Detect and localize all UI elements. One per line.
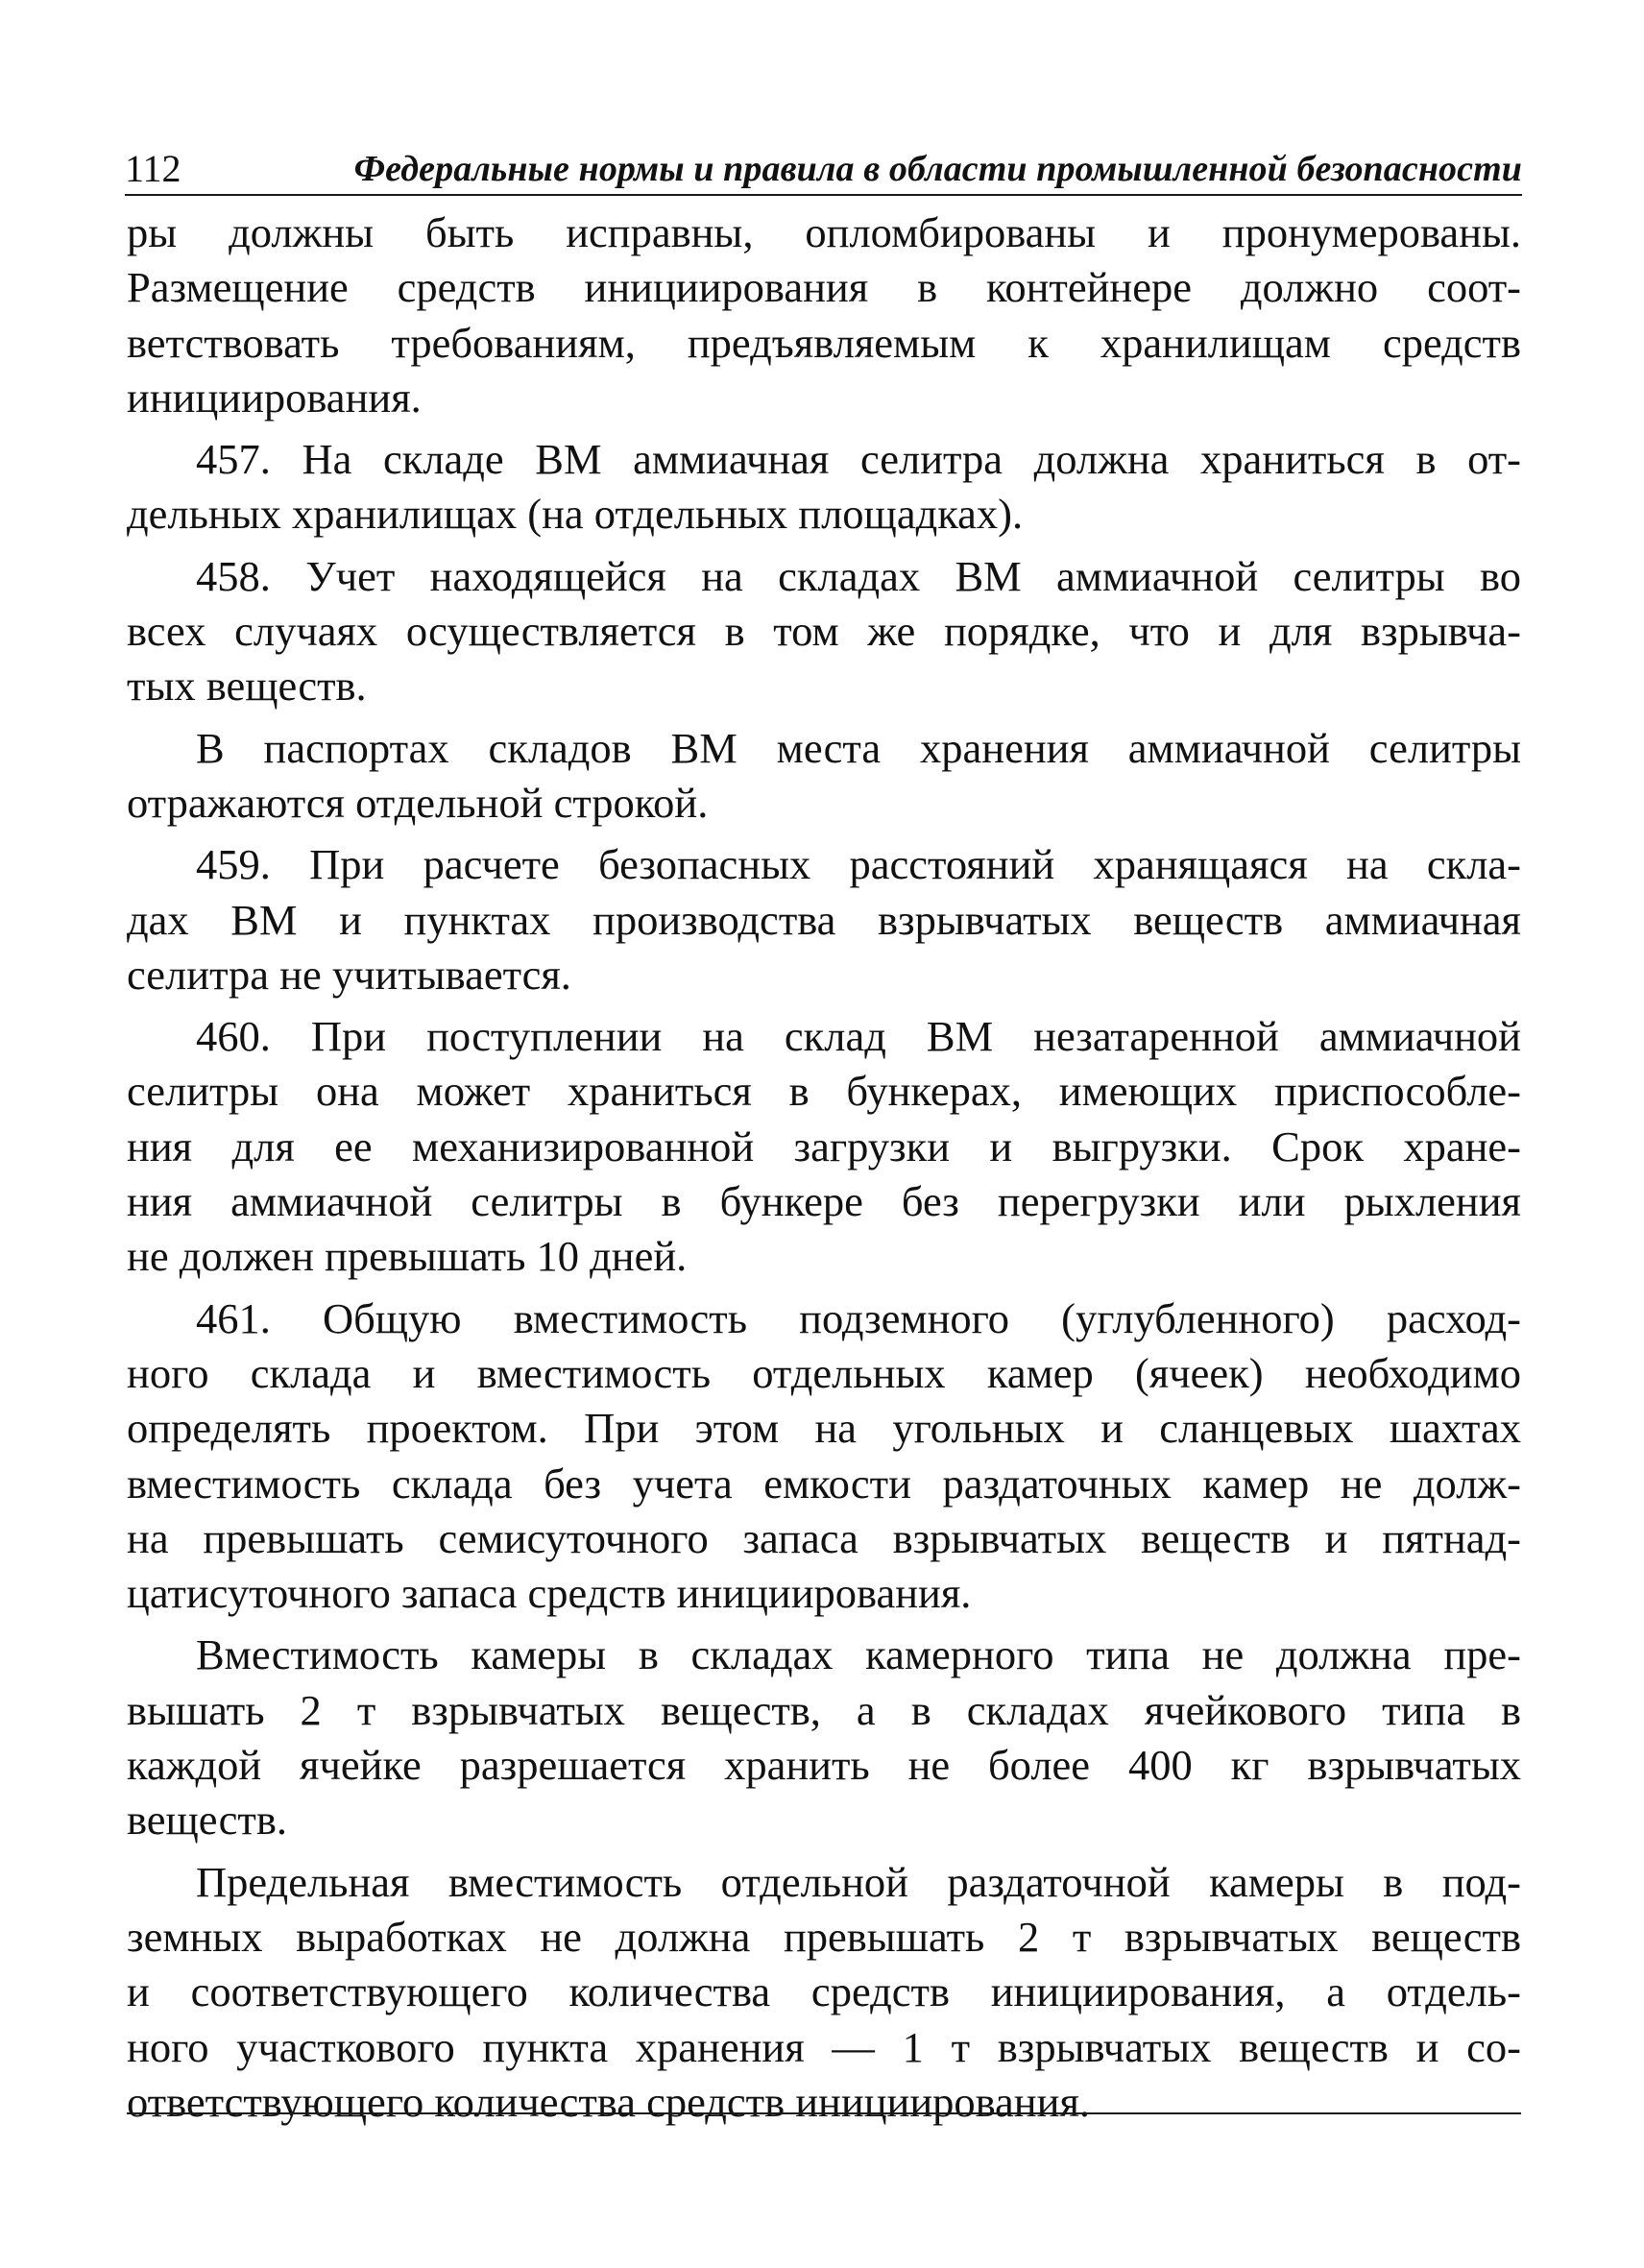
paragraph-limit-capacity (127, 1855, 1521, 2130)
text-line: дах ВМ и пунктах производства взрывчатых веществ аммиачная (127, 895, 1521, 944)
text-line: Размещение средств инициирования в контейнере должно соот- (127, 263, 1521, 312)
text-line: 461. Общую вместимость подземного (углубленного) расход- (196, 1293, 1521, 1342)
text-line: вместимость склада без учета емкости раздаточных камер не долж- (127, 1459, 1521, 1508)
paragraph-459 (127, 837, 1521, 1002)
text-line: вышать 2 т взрывчатых веществ, а в складах ячейкового типа в (127, 1685, 1521, 1734)
text-line: 460. При поступлении на склад ВМ незатаренной аммиачной (196, 1012, 1521, 1061)
text-line: ния для ее механизированной загрузки и выгрузки. Срок хране- (127, 1122, 1521, 1170)
paragraph-458 (127, 549, 1521, 714)
body-text (127, 205, 1521, 2130)
text-line: не должен превышать 10 дней. (127, 1232, 688, 1281)
text-line: ры должны быть исправны, опломбированы и пронумерованы. (127, 208, 1521, 256)
text-line: 457. На складе ВМ аммиачная селитра должна храниться в от- (196, 435, 1521, 484)
text-line: В паспортах складов ВМ места хранения аммиачной селитры (196, 723, 1521, 772)
text-line: селитра не учитывается. (127, 950, 571, 999)
text-line: тых веществ. (127, 662, 367, 711)
running-header (125, 144, 1522, 196)
text-line: ния аммиачной селитры в бункере без перегрузки или рыхления (127, 1177, 1521, 1226)
text-line: на превышать семисуточного запаса взрывчатых веществ и пятнад- (127, 1513, 1521, 1562)
paragraph-457 (127, 432, 1521, 543)
paragraph-continuation (127, 205, 1521, 425)
text-line: земных выработках не должна превышать 2 т взрывчатых веществ (127, 1912, 1521, 1961)
closing-rule (127, 2112, 1521, 2114)
text-line: отражаются отдельной строкой. (127, 778, 709, 827)
paragraph-chamber-capacity (127, 1628, 1521, 1847)
text-line: веществ. (127, 1796, 287, 1845)
text-line: Предельная вместимость отдельной раздаточной камеры в под- (196, 1857, 1521, 1906)
text-line: всех случаях осуществляется в том же порядке, что и для взрывча- (127, 607, 1521, 656)
text-line: Вместимость камеры в складах камерного типа не должна пре- (196, 1630, 1521, 1679)
text-line: и соответствующего количества средств инициирования, а отдель- (127, 1967, 1521, 2016)
text-line: ного склада и вместимость отдельных камер (ячеек) необходимо (127, 1348, 1521, 1397)
paragraph-460 (127, 1009, 1521, 1284)
text-line: 458. Учет находящейся на складах ВМ аммиачной селитры во (196, 551, 1521, 600)
text-line: ного участкового пункта хранения — 1 т взрывчатых веществ и со- (127, 2022, 1521, 2071)
text-line: каждой ячейке разрешается хранить не более 400 кг взрывчатых (127, 1741, 1521, 1790)
paragraph-461 (127, 1291, 1521, 1622)
text-line: ветствовать требованиям, предъявляемым к хранилищам средств (127, 318, 1521, 367)
paragraph-passports (127, 721, 1521, 832)
running-header-title: Федеральные нормы и правила в области промышленной безопасности (353, 149, 1522, 189)
text-line: инициирования. (127, 373, 422, 422)
text-line: ответствующего количества средств инициирования. (127, 2077, 1091, 2126)
text-line: 459. При расчете безопасных расстояний хранящаяся на скла- (196, 840, 1521, 889)
text-line: дельных хранилищах (на отдельных площадках). (127, 490, 1024, 539)
page-number: 112 (125, 147, 181, 190)
text-line: цатисуточного запаса средств инициирования. (127, 1569, 972, 1618)
text-line: селитры она может храниться в бункерах, имеющих приспособле- (127, 1067, 1521, 1116)
text-line: определять проектом. При этом на угольных и сланцевых шахтах (127, 1404, 1521, 1453)
